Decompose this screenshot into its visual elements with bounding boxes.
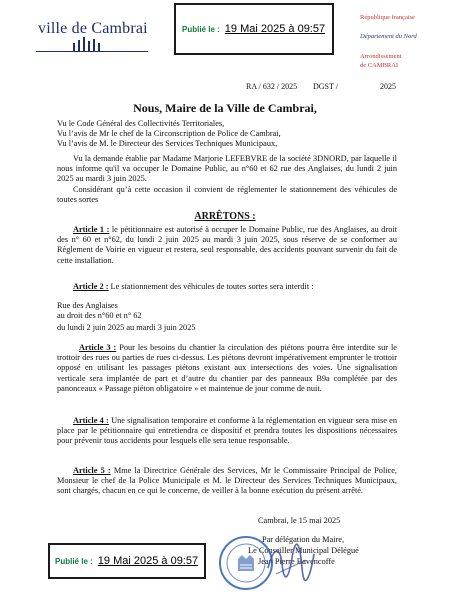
logo-underline — [36, 51, 148, 52]
article-5-label: Article 5 : — [73, 466, 111, 475]
vu-line-2: Vu l’avis de Mr le chef de la Circonscription de Police de Cambrai, — [57, 129, 281, 138]
article-2-dates: du lundi 2 juin 2025 au mardi 3 juin 2025 — [57, 323, 196, 332]
arrondissement-line2: de CAMBRAI — [360, 62, 399, 69]
article-5-text: Mme la Directrice Générale des Services, Mr le Commissaire Principal de Police, Monsieur le chef de la Police Municipale et M. le Directeur des Services Techniques Municipaux, sont chargés, chacun en ce qui le concerne, de veiller à la bonne exécution du présent arrêté. — [57, 466, 397, 496]
vu-line-3: Vu l’avis de M. le Directeur des Services Techniques Municipaux, — [57, 139, 278, 148]
article-1 — [57, 225, 397, 266]
article-2-street: Rue des Anglaises — [57, 301, 118, 310]
article-1-text: le pétitionnaire est autorisé à occuper le Domaine Public, rue des Anglaises, au droit des n° 60 et n°62, du lundi 2 juin 2025 au mardi 3 juin 2025, sous réserve de se conformer au Règlement de Voirie en vigueur et restera, seul responsable, des accidents pouvant survenir du fait de cette installation. — [57, 225, 397, 265]
arretons-heading: ARRÊTONS : — [194, 211, 256, 222]
article-3-text: Pour les besoins du chantier la circulation des piétons pourra être interdite sur le trottoir des rues ou parties de rues ci-dessus. Les piétons devront impérativement emprunter le trottoir opposé en utilisant les passages piétons existant aux intersections des voies. Une signalisation verticale sera implantée de part et d’autre du chantier par des panneaux B9a complétée par des panonceaux « Passage piéton obligatoire » et maintenue de jour comme de nuit. — [57, 343, 397, 393]
publication-stamp-bottom-date: 19 Mai 2025 à 09:57 — [97, 555, 199, 567]
city-logo-text: ville de Cambrai — [38, 20, 148, 37]
article-2-label: Article 2 : — [73, 282, 109, 291]
publication-stamp-top — [174, 3, 334, 55]
vu-line-1: Vu le Code Général des Collectivités Territoriales, — [57, 119, 225, 128]
city-logo-towers-icon — [40, 37, 140, 51]
publication-stamp-date: 19 Mai 2025 à 09:57 — [224, 23, 326, 35]
handwritten-signature — [262, 538, 318, 586]
article-4 — [57, 416, 397, 447]
demande-paragraph: Vu la demande établie par Madame Marjorie LEFEBVRE de la société 3DNORD, par laquelle il nous informe qu'il va occuper le Domaine Public, au n°60 et 62 rue des Anglaises, du lundi 2 juin 2025 au mardi 3 juin 2025. — [57, 154, 397, 184]
article-5 — [57, 466, 397, 497]
republique-francaise: République française — [360, 14, 416, 21]
publication-stamp-label: Publié le : — [182, 24, 220, 34]
article-4-label: Article 4 : — [73, 416, 109, 425]
article-3 — [57, 343, 397, 394]
article-2-text: Le stationnement des véhicules de toutes sortes sera interdit : — [108, 282, 314, 291]
publication-stamp-bottom-label: Publié le : — [55, 556, 93, 566]
signature-line-2: Le Conseiller Municipal Délégué — [248, 546, 359, 555]
article-4-text: Une signalisation temporaire et conforme à la réglementation en vigueur sera mise en place par le pétitionnaire qui entretiendra ce dispositif et prendra toutes les dispositions nécessaires pour prévenir tous accidents pour lesquels elle sera tenue responsable. — [57, 416, 397, 446]
article-1-label: Article 1 : — [73, 225, 110, 234]
reference-ra: RA / 632 / 2025 — [246, 82, 298, 91]
reference-year: 2025 — [380, 82, 396, 91]
considerant-paragraph: Considérant qu’à cette occasion il convient de réglementer le stationnement des véhicules de toutes sortes — [57, 185, 397, 205]
departement-du-nord: Département du Nord — [360, 33, 417, 40]
arrondissement-line1: Arrondissement — [360, 53, 402, 60]
article-2-numbers: au droit des n°60 et n° 62 — [57, 311, 142, 320]
signature-line-1: Par délégation du Maire, — [262, 535, 345, 544]
signature-line-3: Jean Pierre Bavencoffe — [258, 557, 335, 566]
article-3-label: Article 3 : — [79, 343, 117, 352]
article-2 — [57, 282, 397, 292]
document-title: Nous, Maire de la Ville de Cambrai, — [133, 101, 317, 115]
reference-dgst: DGST / — [313, 82, 338, 91]
signature-place-date: Cambrai, le 15 mai 2025 — [258, 516, 341, 525]
publication-stamp-bottom — [48, 543, 206, 579]
